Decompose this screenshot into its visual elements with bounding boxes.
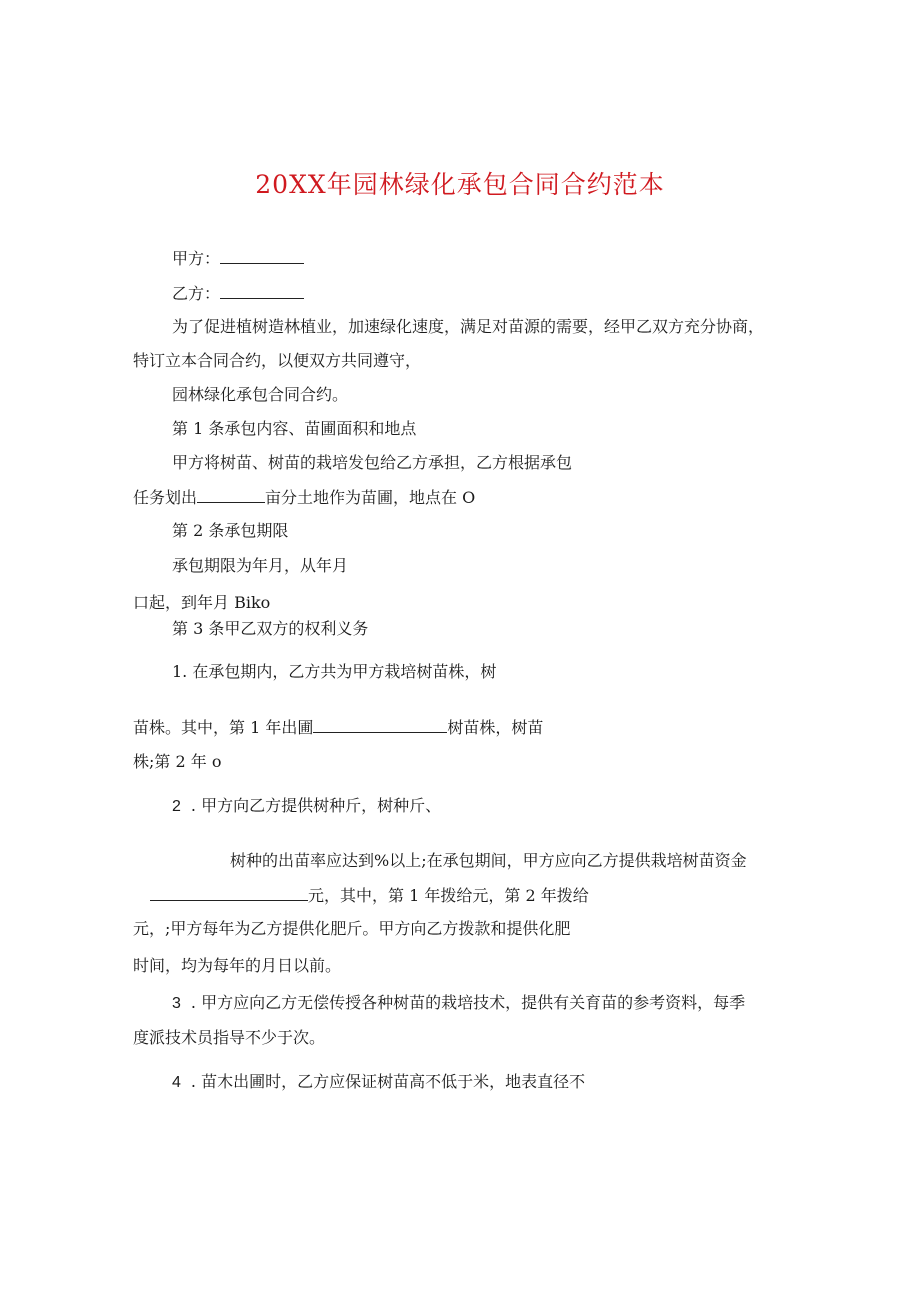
party-a-blank bbox=[220, 247, 304, 264]
item-2-line-3-text: 元，其中，第 1 年拨给元，第 2 年拨给 bbox=[308, 886, 589, 905]
article-2-heading: 第 2 条承包期限 bbox=[172, 521, 289, 540]
item-2-number: 2 bbox=[172, 798, 181, 815]
item-3-line-1-text: . 甲方应向乙方无偿传授各种树苗的栽培技术，提供有关育苗的参考资料，每季 bbox=[190, 993, 746, 1012]
item-3-number: 3 bbox=[172, 995, 181, 1012]
article-1-line-2-start: 任务划出 bbox=[133, 488, 198, 507]
item-2-line-3 bbox=[150, 884, 589, 907]
intro-paragraph-line-1: 为了促进植树造林植业，加速绿化速度，满足对苗源的需要，经甲乙双方充分协商， bbox=[172, 317, 765, 336]
item-4-number: 4 bbox=[172, 1074, 181, 1091]
item-1-line-1: 1. 在承包期内，乙方共为甲方栽培树苗株，树 bbox=[172, 662, 497, 681]
item-4-line-1 bbox=[172, 1071, 585, 1094]
first-year-blank bbox=[313, 716, 447, 733]
item-3-line-2: 度派技术员指导不少于次。 bbox=[133, 1028, 326, 1047]
article-2-line-1: 承包期限为年月，从年月 bbox=[172, 556, 349, 575]
party-b-label: 乙方： bbox=[172, 284, 221, 303]
item-4-line-1-text: . 苗木出圃时，乙方应保证树苗高不低于米，地表直径不 bbox=[190, 1072, 586, 1091]
intro-paragraph-line-2: 特订立本合同合约，以便双方共同遵守， bbox=[133, 351, 422, 370]
item-1-line-2-start: 苗株。其中，第 1 年出圃 bbox=[133, 718, 314, 737]
party-a-label: 甲方： bbox=[172, 249, 221, 268]
intro-paragraph-line-3: 园林绿化承包合同合约。 bbox=[172, 385, 349, 404]
article-1-line-1: 甲方将树苗、树苗的栽培发包给乙方承担，乙方根据承包 bbox=[172, 453, 573, 472]
item-1-line-2-end: 树苗株，树苗 bbox=[447, 718, 544, 737]
article-1-line-2 bbox=[133, 486, 475, 509]
item-1-line-2 bbox=[133, 716, 543, 739]
item-2-line-1 bbox=[172, 795, 441, 818]
page-title: 20XX年园林绿化承包合同合约范本 bbox=[255, 170, 665, 199]
item-2-line-4: 元，;甲方每年为乙方提供化肥斤。甲方向乙方拨款和提供化肥 bbox=[133, 919, 571, 938]
party-a-line bbox=[172, 247, 304, 270]
article-2-line-2: 口起，到年月 Biko bbox=[133, 593, 271, 612]
article-3-heading: 第 3 条甲乙双方的权利义务 bbox=[172, 619, 369, 638]
item-2-line-1-text: . 甲方向乙方提供树种斤，树种斤、 bbox=[190, 796, 442, 815]
item-1-line-3: 株;第 2 年 o bbox=[133, 752, 222, 771]
party-b-line bbox=[172, 282, 304, 305]
party-b-blank bbox=[220, 282, 304, 299]
acreage-blank bbox=[197, 486, 265, 503]
item-2-line-2: 树种的出苗率应达到%以上;在承包期间，甲方应向乙方提供栽培树苗资金 bbox=[230, 851, 747, 870]
item-3-line-1 bbox=[172, 992, 745, 1015]
funding-blank bbox=[150, 884, 308, 901]
item-2-line-5: 时间，均为每年的月日以前。 bbox=[133, 956, 342, 975]
article-1-heading: 第 1 条承包内容、苗圃面积和地点 bbox=[172, 419, 417, 438]
article-1-line-2-end: 亩分土地作为苗圃，地点在 O bbox=[265, 488, 476, 507]
